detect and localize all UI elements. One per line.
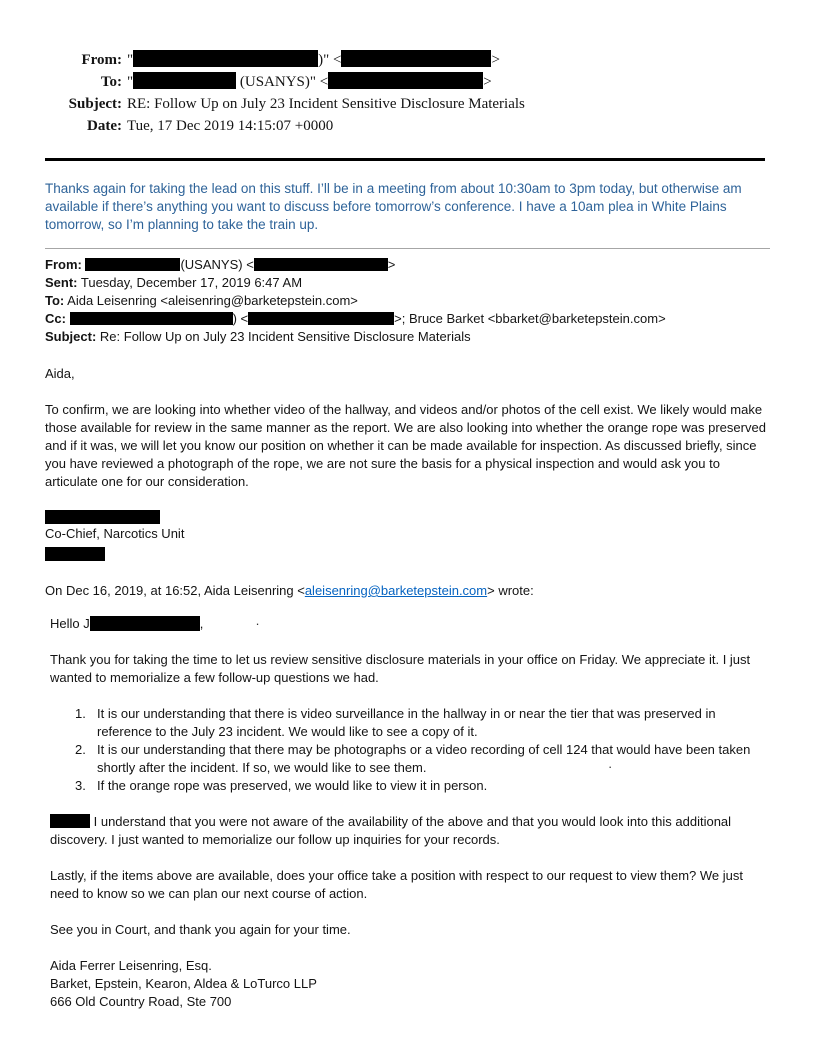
list-item xyxy=(50,705,770,741)
date-value: Tue, 17 Dec 2019 14:15:07 +0000 xyxy=(127,118,334,134)
reply-cc-mid: ) < xyxy=(232,311,249,326)
quoted-greeting-pre: Hello J xyxy=(50,616,90,631)
quote-attribution-post: > wrote: xyxy=(487,583,534,598)
from-quote: " xyxy=(127,52,134,68)
reply-sent-value: Tuesday, December 17, 2019 6:47 AM xyxy=(80,275,303,290)
redaction-bar xyxy=(254,258,388,271)
subject-value: RE: Follow Up on July 23 Incident Sensitive Disclosure Materials xyxy=(127,96,525,112)
reply-from-end: > xyxy=(387,257,396,272)
reply-cc-line xyxy=(45,310,770,328)
date-label: Date: xyxy=(87,118,122,134)
reply-from-line xyxy=(45,256,770,274)
list-item xyxy=(50,777,770,795)
list-item-number: 1. xyxy=(75,706,86,721)
reply-cc-label: Cc: xyxy=(45,311,66,326)
quote-attribution-pre: On Dec 16, 2019, at 16:52, Aida Leisenring < xyxy=(45,583,305,598)
header-row-to xyxy=(45,71,770,93)
subject-label: Subject: xyxy=(68,96,122,112)
list-item-text: It is our understanding that there may be photographs or a video recording of cell 124 that would have been taken shortly after the incident. If so, we would like to see them. xyxy=(97,742,751,775)
quoted-greeting-line xyxy=(50,615,770,633)
reply-to-value: Aida Leisenring <aleisenring@barketepstein.com> xyxy=(67,293,358,308)
redaction-bar xyxy=(90,616,200,631)
redaction-bar xyxy=(50,814,90,828)
reply-sent-line xyxy=(45,274,770,292)
quoted-paragraph-redacted-start xyxy=(50,813,770,849)
sender-email-link[interactable]: aleisenring@barketepstein.com xyxy=(304,583,488,598)
reply-greeting: Aida, xyxy=(45,366,75,381)
reply-from-mid: (USANYS) < xyxy=(180,257,254,272)
redaction-bar xyxy=(85,258,180,271)
quoted-closing: See you in Court, and thank you again for your time. xyxy=(50,922,351,937)
redaction-bar xyxy=(70,312,233,325)
redaction-bar-signature-unit xyxy=(45,547,105,561)
from-value xyxy=(127,49,500,71)
to-label: To: xyxy=(100,74,122,90)
reply-cc-end: >; Bruce Barket <bbarket@barketepstein.com> xyxy=(394,311,666,326)
redaction-bar xyxy=(133,50,318,67)
stray-dot: · xyxy=(255,616,260,631)
quoted-email-block xyxy=(45,615,770,1011)
from-mid-text: )" < xyxy=(318,52,342,68)
reply-from-label: From: xyxy=(45,257,82,272)
signature-title: Co-Chief, Narcotics Unit xyxy=(45,526,185,541)
to-value xyxy=(127,71,492,93)
reply-to-label: To: xyxy=(45,293,65,308)
quoted-paragraph-text: I understand that you were not aware of the availability of the above and that you would look into this additional discovery. I just wanted to memorialize our follow up inquiries for your records. xyxy=(50,814,732,847)
email-header-block xyxy=(45,49,770,137)
quoted-greeting-post: , xyxy=(199,616,204,631)
list-item xyxy=(50,741,770,777)
header-row-from xyxy=(45,49,770,71)
quoted-paragraph: Lastly, if the items above are available, does your office take a position with respect to our request to view them? We just need to know so we can plan our next course of action. xyxy=(50,868,743,901)
reply-to-line xyxy=(45,292,770,310)
reply-subject-value: Re: Follow Up on July 23 Incident Sensitive Disclosure Materials xyxy=(99,329,471,344)
redaction-bar xyxy=(328,72,483,89)
intro-note: Thanks again for taking the lead on this stuff. I’ll be in a meeting from about 10:30am to 3pm today, but otherwise am available if there’s anything you want to discuss before tomorrow’s conference. I have a 10am plea in White Plains tomorrow, so I’m planning to take the train up. xyxy=(45,181,742,232)
redaction-bar xyxy=(341,50,491,67)
reply-subject-line xyxy=(45,328,770,346)
from-end-text: > xyxy=(491,52,500,68)
redaction-bar xyxy=(248,312,394,325)
quoted-message-divider xyxy=(45,248,770,249)
list-item-number: 2. xyxy=(75,742,86,757)
sender-signature-block xyxy=(50,957,770,1011)
redaction-bar xyxy=(133,72,236,89)
header-divider-rule xyxy=(45,158,765,161)
list-item-text: If the orange rope was preserved, we would like to view it in person. xyxy=(97,778,488,793)
quote-attribution-line xyxy=(45,582,770,600)
list-item-text: It is our understanding that there is video surveillance in the hallway in or near the tier that was preserved in reference to the July 23 incident. We would like to see a copy of it. xyxy=(97,706,716,739)
to-end-text: > xyxy=(483,74,492,90)
to-mid-text: (USANYS)" < xyxy=(236,74,329,90)
signature-name: Aida Ferrer Leisenring, Esq. xyxy=(50,958,212,973)
list-item-number: 3. xyxy=(75,778,86,793)
stray-dot: · xyxy=(608,759,613,774)
reply-sent-label: Sent: xyxy=(45,275,78,290)
reply-subject-label: Subject: xyxy=(45,329,97,344)
signature-firm: Barket, Epstein, Kearon, Aldea & LoTurco LLP xyxy=(50,976,317,991)
numbered-list xyxy=(50,705,770,795)
header-row-date xyxy=(45,115,770,137)
quoted-paragraph: Thank you for taking the time to let us review sensitive disclosure materials in your office on Friday. We appreciate it. I just wanted to memorialize a few follow-up questions we had. xyxy=(50,652,751,685)
redaction-bar-signature-name xyxy=(45,510,160,524)
reply-header-block xyxy=(45,256,770,346)
header-row-subject xyxy=(45,93,770,115)
signature-address: 666 Old Country Road, Ste 700 xyxy=(50,994,232,1009)
from-label: From: xyxy=(81,52,122,68)
to-quote: " xyxy=(127,74,134,90)
reply-paragraph: To confirm, we are looking into whether video of the hallway, and videos and/or photos of the cell exist. We likely would make those available for review in the same manner as the report. We are also looking into whether the orange rope was preserved and if it was, we will let you know our position on whether it can be made available for inspection. As discussed briefly, since you have reviewed a photograph of the rope, we are not sure the basis for a physical inspection and would ask you to articulate one for our consideration. xyxy=(45,402,766,489)
